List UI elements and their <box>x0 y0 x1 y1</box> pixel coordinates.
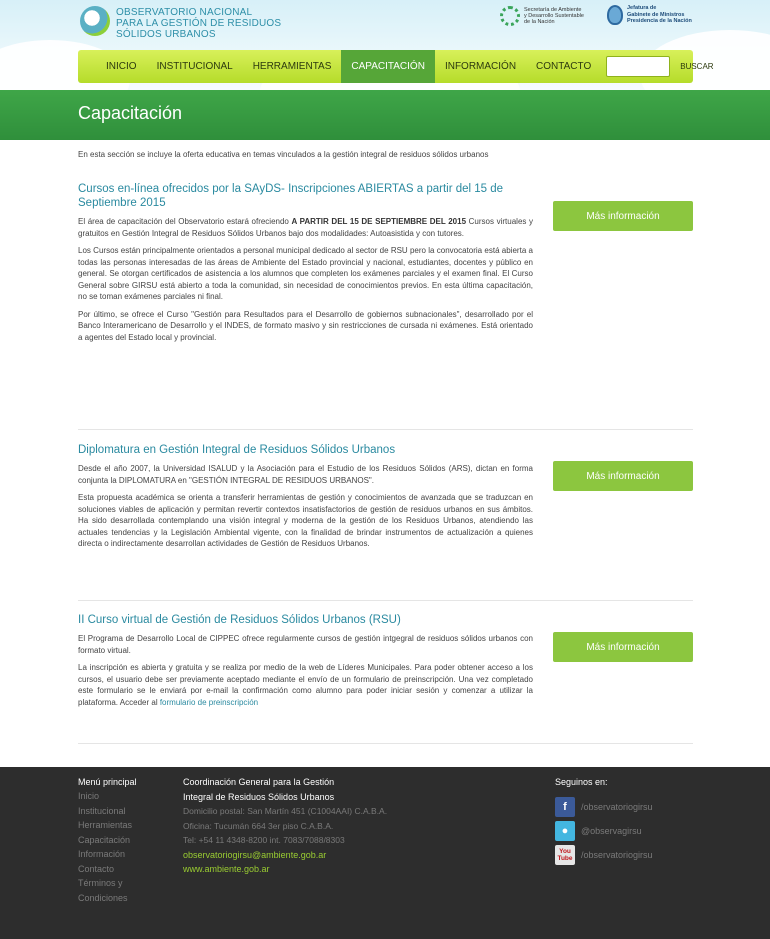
section-paragraph: El Programa de Desarrollo Local de CIPPEC ofrece regularmente cursos de gestión intgegral de residuos sólidos urbanos con formato virtual. <box>78 634 533 655</box>
nav-item-informacion[interactable]: INFORMACIÓN <box>444 61 517 72</box>
section-title[interactable]: Diplomatura en Gestión Integral de Residuos Sólidos Urbanos <box>78 444 396 456</box>
nav-item-contacto[interactable]: CONTACTO <box>536 61 592 72</box>
social-twitter[interactable] <box>555 819 705 843</box>
footer-link-inicio[interactable]: Inicio <box>78 791 100 801</box>
logo-line: SÓLIDOS URBANOS <box>116 29 216 40</box>
secretaria-emblem-icon <box>500 6 520 26</box>
footer-address-line: Tel: +54 11 4348-8200 int. 7083/7088/8303 <box>183 835 345 845</box>
section-divider <box>78 743 693 744</box>
footer-link-capacitacion[interactable]: Capacitación <box>78 834 131 845</box>
main-nav <box>78 50 714 83</box>
footer-address-line: Domicilio postal: San Martín 451 (C1004AAI) C.A.B.A. <box>183 806 388 816</box>
site-header <box>0 0 770 90</box>
section-paragraph: Desde el año 2007, la Universidad ISALUD y la Asociación para el Estudio de los Residuos Sólidos (ARS), dictan en forma conjunta la DIPLOMATURA en "GESTIÓN INTEGRAL DE RESIDUOS URBANOS". <box>78 464 533 485</box>
intro-text: En esta sección se incluye la oferta educativa en temas vinculados a la gestión integral de residuos sólidos urbanos <box>78 150 489 159</box>
social-label[interactable]: /observatoriogirsu <box>581 850 653 860</box>
gov2-line: Gabinete de Ministros <box>627 11 685 18</box>
course-section-1 <box>78 182 693 343</box>
search-input[interactable] <box>606 56 670 77</box>
site-footer <box>0 767 770 939</box>
footer-email-link[interactable]: observatoriogirsu@ambiente.gob.ar <box>183 849 327 860</box>
footer-coord-line: Integral de Residuos Sólidos Urbanos <box>183 791 335 802</box>
page-title: Capacitación <box>78 103 183 123</box>
logo-line: OBSERVATORIO NACIONAL <box>116 7 253 18</box>
text-span: Cursos virtuales y gratuitos en Gestión Integral de Residuos Sólidos Urbanos bajo dos modalidades: Autoasistida y con tutores. <box>78 217 534 238</box>
secretaria-ambiente-logo[interactable] <box>500 6 614 26</box>
section-paragraph <box>78 662 533 708</box>
footer-link-contacto[interactable]: Contacto <box>78 863 115 874</box>
gov1-line: Secretaría de Ambiente <box>524 7 582 13</box>
site-logo-text[interactable] <box>116 7 282 40</box>
social-facebook[interactable] <box>555 795 705 819</box>
nav-item-capacitacion[interactable]: CAPACITACIÓN <box>341 50 435 83</box>
footer-coord-line: Coordinación General para la Gestión <box>183 777 335 787</box>
gov2-line: Jefatura de <box>627 5 657 12</box>
twitter-icon[interactable]: ● <box>555 821 575 841</box>
section-paragraph: Los Cursos están principalmente orientados a personal municipal dedicado al sector de RSU pero la convocatoria está abierta a todas las personas interesadas de las áreas de Ambiente del Estado provincial y nacional, estudiantes, docentes y público en general. Se otorgan certificados de asistencia a los alumnos que completen los exámenes parciales y el examen final. El Curso General sobre GIRSU está abierto a toda la comunidad, sin necesidad de conocimientos previos. En esta última capacitación, no se toman exámenes parciales ni final. <box>78 246 533 301</box>
gov2-line: Presidencia de la Nación <box>627 18 692 25</box>
footer-link-terminos[interactable]: Términos y <box>78 878 123 888</box>
youtube-icon[interactable]: You Tube <box>555 845 575 865</box>
social-title: Seguinos en: <box>555 777 608 787</box>
search-button[interactable]: BUSCAR <box>680 62 714 71</box>
course-section-2 <box>78 443 693 550</box>
text-span: La inscripción es abierta y gratuita y se realiza por medio de la web de Líderes Municipales. Para poder obtener acceso a los cursos, el usuario debe ser previamente aceptado mediante el envío de un formulario de preinscripción. Una vez completado este formulario se le enviará por e-mail la confirmación como alumno para poder iniciar sesión y comenzar a utilizar la plataforma. Acceder al <box>78 663 533 707</box>
more-info-button[interactable]: Más información <box>553 632 693 662</box>
gov1-line: de la Nación <box>524 19 555 25</box>
section-divider <box>78 600 693 601</box>
national-shield-icon <box>607 5 623 25</box>
footer-link-institucional[interactable]: Institucional <box>78 805 126 816</box>
logo-line: PARA LA GESTIÓN DE RESIDUOS <box>116 18 282 29</box>
footer-link-herramientas[interactable]: Herramientas <box>78 820 133 830</box>
section-paragraph: Esta propuesta académica se orienta a transferir herramientas de gestión y conocimientos de avanzada que se traduzcan en soluciones viables de aplicación y permitan revertir contextos insatisfactorios de gestión de residuos urbanos en sus ámbitos. Ha sido desarrollada contemplando una visión integral y moderna de la gestión de los Residuos Urbanos, atendiendo las actuales tendencias y la Legislación Ambiental vigente, con la finalidad de brindar instrumentos de actualización a quienes directa o indirectamente desarrollan actividades de Gestión de Residuos Urbanos. <box>78 493 533 548</box>
preinscription-form-link[interactable]: formulario de preinscripción <box>159 697 259 707</box>
footer-menu-title: Menú principal <box>78 777 137 787</box>
more-info-button[interactable]: Más información <box>553 461 693 491</box>
section-divider <box>78 429 693 430</box>
jefatura-gabinete-logo[interactable] <box>607 5 707 25</box>
footer-website-link[interactable]: www.ambiente.gob.ar <box>183 864 270 874</box>
footer-link-informacion[interactable]: Información <box>78 849 126 859</box>
text-span: El área de capacitación del Observatorio estará ofreciendo <box>78 217 292 226</box>
social-label[interactable]: /observatoriogirsu <box>581 802 653 812</box>
nav-item-herramientas[interactable]: HERRAMIENTAS <box>252 61 332 72</box>
gov1-line: y Desarrollo Sustentable <box>524 13 584 19</box>
facebook-icon[interactable]: f <box>555 797 575 817</box>
section-title[interactable]: Cursos en-línea ofrecidos por la SAyDS- Inscripciones ABIERTAS a partir del 15 de Septiembre 2015 <box>78 183 504 209</box>
footer-menu <box>78 777 173 905</box>
nav-item-inicio[interactable]: INICIO <box>106 61 137 72</box>
highlight-text: A PARTIR DEL 15 DE SEPTIEMBRE DEL 2015 <box>291 217 467 226</box>
footer-social <box>555 777 705 867</box>
footer-link-condiciones[interactable]: Condiciones <box>78 892 128 903</box>
course-section-3 <box>78 613 693 708</box>
more-info-button[interactable]: Más información <box>553 201 693 231</box>
observatorio-logo-icon[interactable] <box>80 6 110 36</box>
social-youtube[interactable] <box>555 843 705 867</box>
section-paragraph <box>78 216 533 239</box>
social-label[interactable]: @observagirsu <box>581 826 642 836</box>
footer-address-line: Oficina: Tucumán 664 3er piso C.A.B.A. <box>183 820 334 831</box>
nav-item-institucional[interactable]: INSTITUCIONAL <box>156 61 233 72</box>
page-banner <box>0 90 770 140</box>
footer-contact <box>183 775 443 877</box>
section-title[interactable]: II Curso virtual de Gestión de Residuos Sólidos Urbanos (RSU) <box>78 614 401 626</box>
section-paragraph: Por último, se ofrece el Curso "Gestión para Resultados para el Desarrollo de gobiernos subnacionales", desarrollado por el Banco Interamericano de Desarrollo y el INDES, de formato masivo y sin restricciones de cursada ni exámenes. Está orientado a agentes del Estado local y provincial. <box>78 309 533 342</box>
